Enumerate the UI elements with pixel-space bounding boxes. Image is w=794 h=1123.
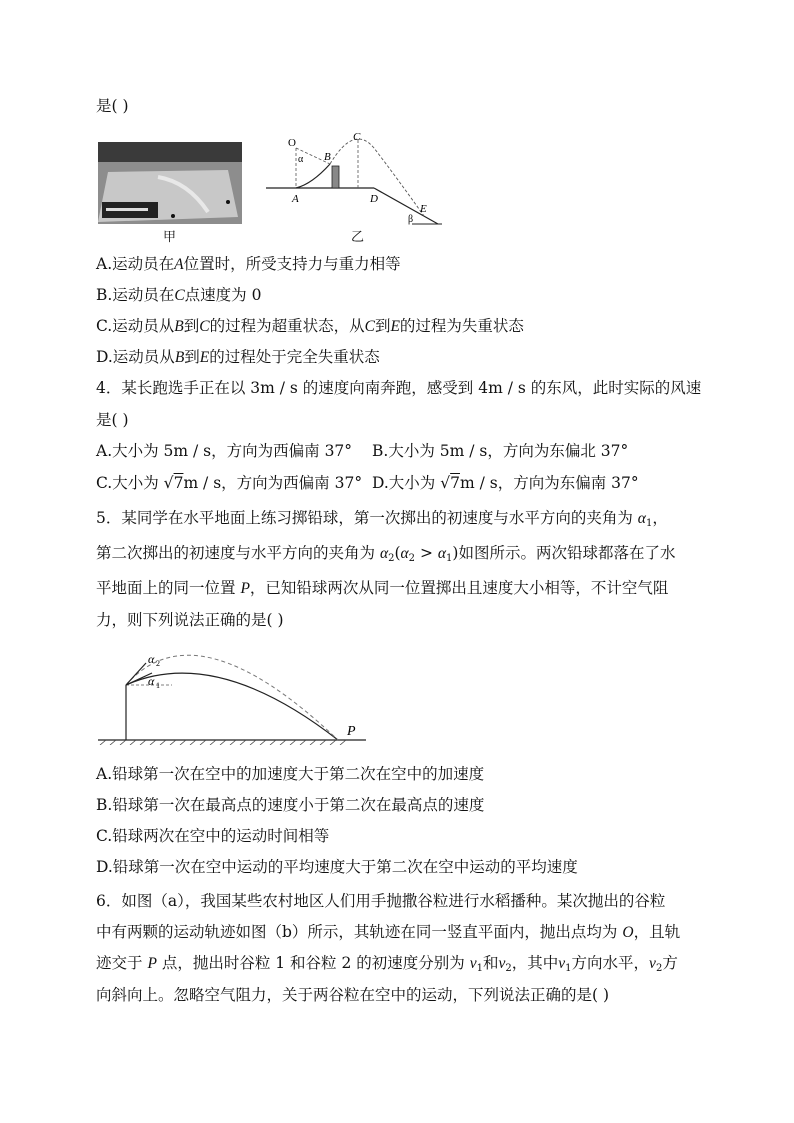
ski-jump-diagram: [262, 128, 452, 228]
q4-stem-line1: 4．某长跑选手正在以 3m / s 的速度向南奔跑，感受到 4m / s 的东风，此时实际的风速: [96, 379, 702, 397]
point-A: A: [292, 193, 299, 205]
q5-stem-line4: 力，则下列说法正确的是( ): [96, 611, 284, 629]
q5-option-c: C.铅球两次在空中的运动时间相等: [96, 827, 330, 845]
q4-option-d: D.大小为 √7m / s，方向为东偏南 37°: [372, 474, 639, 492]
point-D: D: [370, 193, 378, 205]
q4-option-b: B.大小为 5m / s，方向为东偏北 37°: [372, 442, 629, 460]
angle-beta: β: [408, 214, 414, 225]
sqrt-sign: √: [440, 474, 451, 492]
q3-option-b: B.运动员在C点速度为 0: [96, 286, 262, 304]
q4-option-c: C.大小为 √7m / s，方向为西偏南 37°: [96, 474, 363, 492]
q5-stem-line3: 平地面上的同一位置 P，已知铅球两次从同一位置掷出且速度大小相等，不计空气阻: [96, 579, 669, 597]
photo-ski-jump: [98, 142, 242, 224]
photo-illustration: [98, 142, 242, 224]
point-E: E: [420, 203, 427, 215]
q6-stem-line4: 向斜向上。忽略空气阻力，关于两谷粒在空中的运动，下列说法正确的是( ): [96, 986, 610, 1004]
fig-label-jia: 甲: [163, 230, 177, 245]
q6-stem-line1: 6．如图（a），我国某些农村地区人们用手抛撒谷粒进行水稻播种。某次抛出的谷粒: [96, 892, 666, 910]
q3-option-d: D.运动员从B到E的过程处于完全失重状态: [96, 348, 380, 366]
angle-alpha2-sub: 2: [156, 659, 160, 668]
q5-option-a: A.铅球第一次在空中的加速度大于第二次在空中的加速度: [96, 765, 485, 783]
q4-stem-line2: 是( ): [96, 411, 129, 429]
sqrt-sign: √: [163, 474, 174, 492]
q3-option-c: C.运动员从B到C的过程为超重状态，从C到E的过程为失重状态: [96, 317, 524, 335]
q5-option-b: B.铅球第一次在最高点的速度小于第二次在最高点的速度: [96, 796, 485, 814]
angle-alpha1-sub: 1: [156, 681, 160, 690]
fig-label-yi: 乙: [351, 230, 365, 245]
angle-alpha2: α: [148, 652, 155, 666]
q5-stem-line1: 5．某同学在水平地面上练习掷铅球，第一次掷出的初速度与水平方向的夹角为 $\alpha_1$，: [96, 509, 668, 529]
point-O: O: [288, 137, 296, 149]
q3-stem-tail: 是( ): [96, 97, 129, 115]
q6-stem-line2: 中有两颗的运动轨迹如图（b）所示，其轨迹在同一竖直平面内，抛出点均为 O，且轨: [96, 923, 681, 941]
q5-option-d: D.铅球第一次在空中运动的平均速度大于第二次在空中运动的平均速度: [96, 858, 578, 876]
point-B: B: [324, 151, 331, 163]
angle-alpha1: α: [148, 674, 155, 688]
q3-option-a: A.运动员在A位置时，所受支持力与重力相等: [96, 255, 401, 273]
shot-put-diagram: [96, 645, 376, 745]
q6-stem-line3: 迹交于 P 点，抛出时谷粒 1 和谷粒 2 的初速度分别为 $v_1$和$v_2$，其中$v_1$方向水平，$v_2$方: [96, 954, 678, 974]
angle-alpha: α: [298, 154, 304, 165]
q5-stem-line2: 第二次掷出的初速度与水平方向的夹角为 $\alpha_2(\alpha_2 > \alpha_1)$如图所示。两次铅球都落在了水: [96, 544, 676, 564]
point-C: C: [353, 131, 361, 143]
q4-option-a: A.大小为 5m / s，方向为西偏南 37°: [96, 442, 353, 460]
point-P: P: [347, 724, 356, 739]
